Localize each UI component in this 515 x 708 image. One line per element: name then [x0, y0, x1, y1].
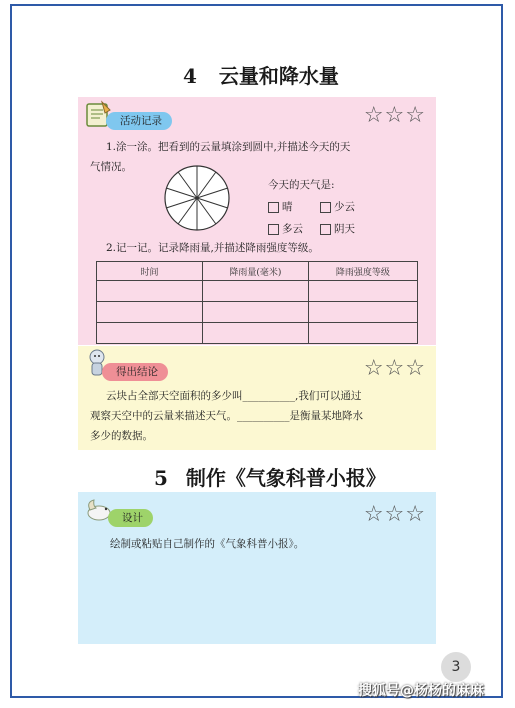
conclusion-line-2: 观察天空中的云量来描述天气。__________是衡量某地降水	[90, 410, 363, 422]
checkbox[interactable]	[268, 224, 279, 235]
checkbox[interactable]	[320, 202, 331, 213]
table-cell[interactable]	[97, 281, 203, 302]
conclusion-panel	[78, 346, 436, 450]
column-header: 降雨强度等级	[308, 262, 417, 281]
section-title-text: 云量和降水量	[218, 64, 339, 88]
table-cell[interactable]	[308, 281, 417, 302]
section-title-text: 制作《气象科普小报》	[185, 466, 386, 490]
page-number: 3	[441, 652, 471, 682]
activity-record-panel	[78, 97, 436, 345]
checkbox[interactable]	[320, 224, 331, 235]
step1-instruction-cont: 气情况。	[90, 161, 132, 173]
rating-stars: ☆☆☆	[363, 502, 426, 527]
rating-stars: ☆☆☆	[363, 356, 426, 381]
column-header: 降雨量(毫米)	[202, 262, 308, 281]
watermark: 搜狐号@杨杨的麻麻	[358, 683, 484, 699]
conclusion-line-1: 云块占全部天空面积的多少叫__________,我们可以通过	[106, 390, 362, 402]
option-overcast[interactable]: 阴天	[320, 219, 355, 239]
option-sunny[interactable]: 晴	[268, 197, 293, 217]
checkbox[interactable]	[268, 202, 279, 213]
rainfall-table	[96, 261, 418, 344]
rating-stars: ☆☆☆	[363, 103, 426, 128]
option-cloudy[interactable]: 多云	[268, 219, 303, 239]
section-number: 5	[154, 466, 168, 490]
table-cell[interactable]	[97, 302, 203, 323]
cloud-cover-circle[interactable]	[162, 163, 232, 233]
section-5-title	[154, 462, 386, 491]
table-row	[97, 281, 418, 302]
design-instruction: 绘制或粘贴自己制作的《气象科普小报》。	[110, 538, 305, 550]
design-panel	[78, 492, 436, 644]
conclusion-line-3: 多少的数据。	[90, 430, 153, 442]
option-few-clouds[interactable]: 少云	[320, 197, 355, 217]
table-header-row	[97, 262, 418, 281]
table-cell[interactable]	[202, 281, 308, 302]
conclusion-badge: 得出结论	[102, 363, 168, 381]
table-row	[97, 323, 418, 344]
table-cell[interactable]	[202, 302, 308, 323]
table-cell[interactable]	[97, 323, 203, 344]
design-badge: 设计	[108, 509, 153, 527]
step1-instruction: 1.涂一涂。把看到的云量填涂到圆中,并描述今天的天	[106, 141, 351, 153]
step2-instruction: 2.记一记。记录降雨量,并描述降雨强度等级。	[106, 242, 319, 254]
activity-badge: 活动记录	[106, 112, 172, 130]
section-number: 4	[183, 64, 197, 88]
section-4-title	[183, 60, 339, 89]
column-header: 时间	[97, 262, 203, 281]
weather-prompt: 今天的天气是:	[268, 179, 335, 191]
table-cell[interactable]	[308, 323, 417, 344]
table-cell[interactable]	[202, 323, 308, 344]
table-row	[97, 302, 418, 323]
table-cell[interactable]	[308, 302, 417, 323]
